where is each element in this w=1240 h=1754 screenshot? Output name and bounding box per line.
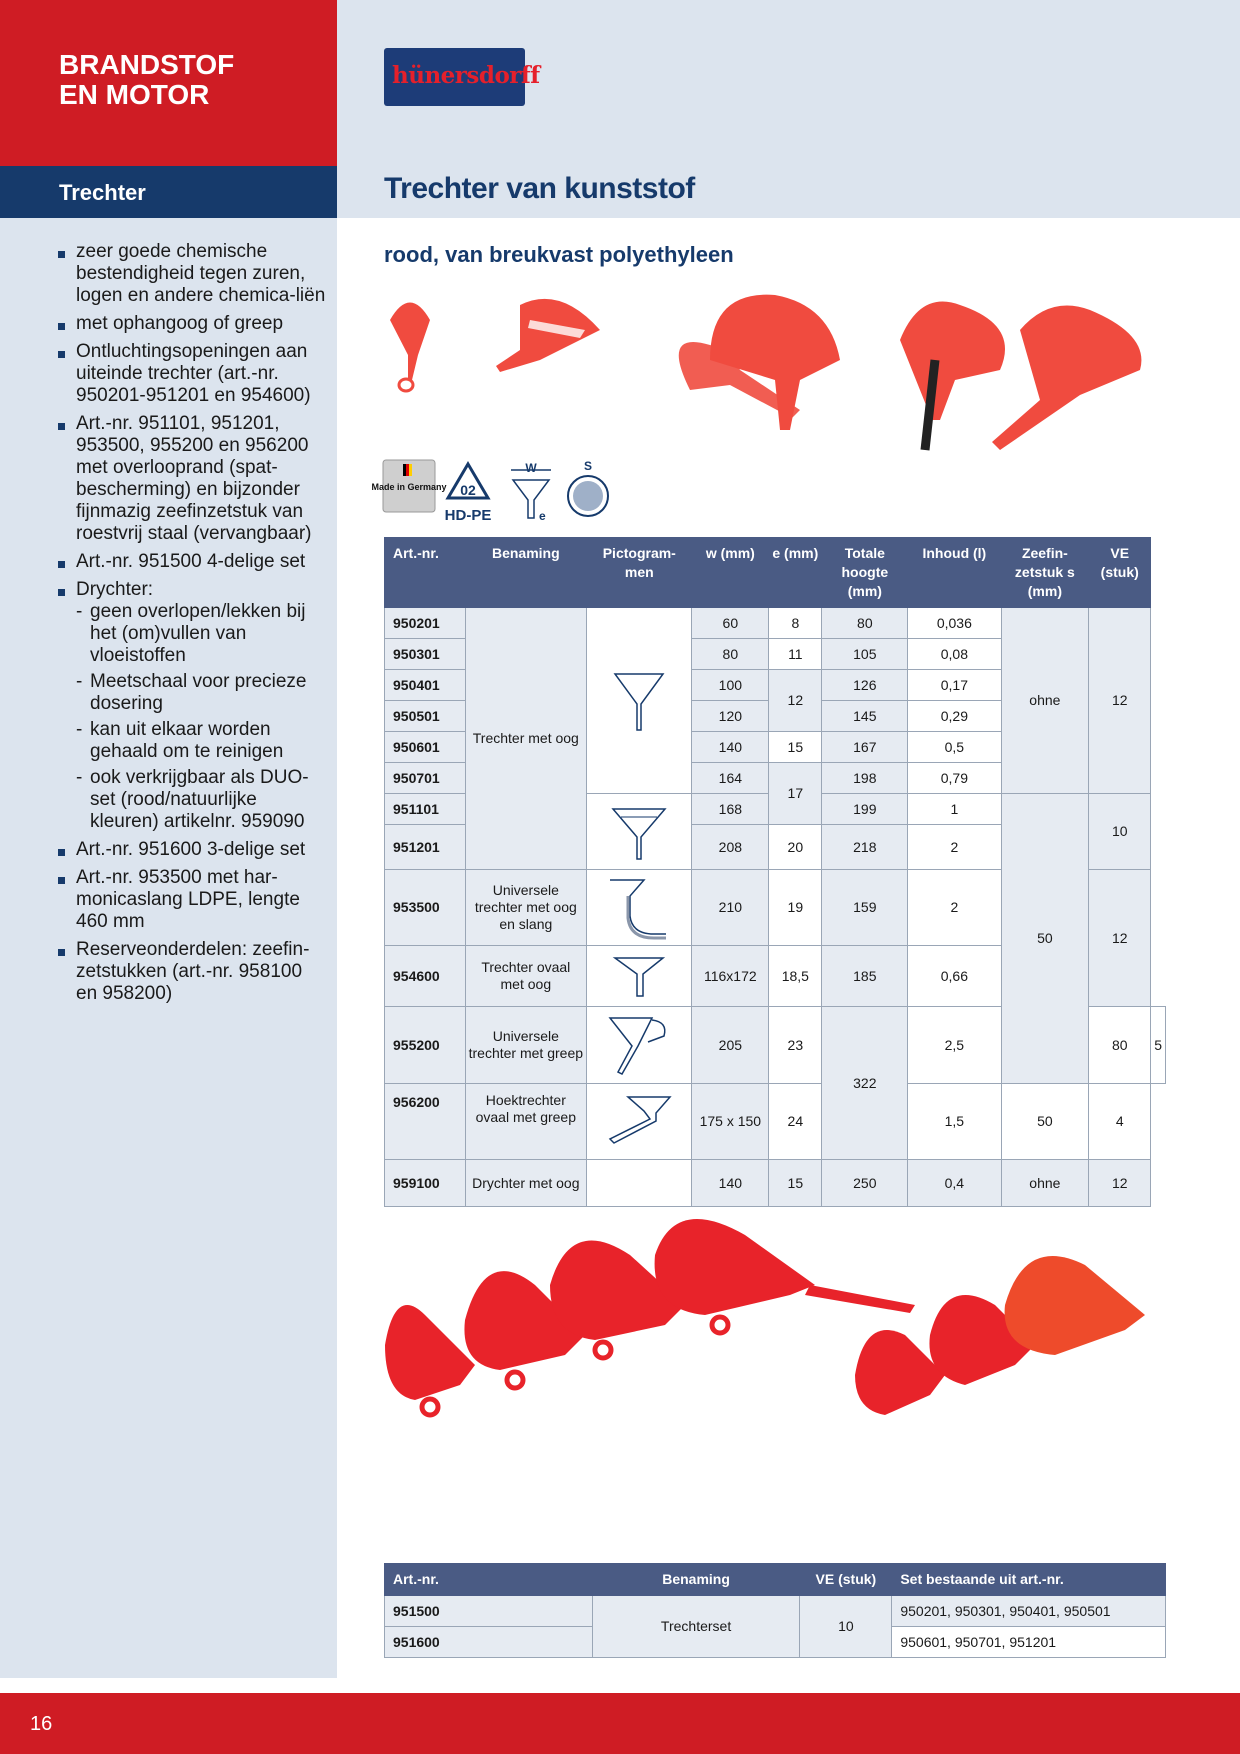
set-ve: 10 bbox=[800, 1596, 892, 1658]
list-item: Reserveonderdelen: zeefin-zetstukken (art.-nr. 958100 en 958200) bbox=[58, 939, 328, 1005]
picto-cell bbox=[587, 946, 692, 1007]
table-row: 950701 164 17 198 0,79 bbox=[385, 763, 1166, 794]
name-trechter-met-oog: Trechter met oog bbox=[465, 608, 587, 870]
picto-cell bbox=[587, 870, 692, 946]
ve-10: 10 bbox=[1089, 794, 1151, 870]
col-header-e: e (mm) bbox=[769, 538, 822, 608]
category-panel bbox=[0, 0, 337, 166]
category-title: BRANDSTOF EN MOTOR bbox=[59, 49, 235, 110]
table-row: 951600 950601, 950701, 951201 bbox=[385, 1627, 1166, 1658]
funnel-handle-icon bbox=[606, 1012, 672, 1078]
sub-list-item: - Meetschaal voor precieze dosering bbox=[76, 671, 328, 715]
table-row: 951500 Trechterset 10 950201, 950301, 950401, 950501 bbox=[385, 1596, 1166, 1627]
page-title: Trechter van kunststof bbox=[384, 172, 695, 205]
table-row: 950201 Trechter met oog 60 8 80 0,036 ohne 12 bbox=[385, 608, 1166, 639]
product-photo-bottom bbox=[385, 1225, 1165, 1525]
list-item-drychter: Drychter: - geen overlopen/lekken bij het (om)vullen van vloeistoffen - Meetschaal voor precieze dosering - kan uit elkaar worden gehaald om te reinigen - ook verkrijgbaar als DUO-set (rood/natuurlijke kleuren) artikelnr. 959090 bbox=[58, 579, 328, 833]
section-title: Trechter bbox=[59, 180, 146, 205]
funnel-angled-icon bbox=[604, 1091, 674, 1153]
svg-text:e: e bbox=[539, 509, 546, 523]
col-header-art: Art.-nr. bbox=[385, 538, 466, 608]
table-row: 953500 Universele trechter met oog en slang 210 19 159 2 12 bbox=[385, 870, 1166, 946]
col-header-name: Benaming bbox=[592, 1564, 800, 1596]
set-name: Trechterset bbox=[592, 1596, 800, 1658]
recycle-icon bbox=[445, 464, 492, 524]
table-row: 959100 Drychter met oog 140 15 250 0,4 ohne 12 bbox=[385, 1160, 1166, 1207]
col-header-art: Art.-nr. bbox=[385, 1564, 593, 1596]
picto-cell bbox=[587, 1084, 692, 1160]
table-row: 951101 168 199 1 50 10 bbox=[385, 794, 1166, 825]
made-in-germany-icon bbox=[371, 460, 446, 512]
made-in-germany-label: Made in Germany bbox=[371, 482, 447, 492]
list-item: met ophangoog of greep bbox=[58, 313, 328, 335]
list-item: zeer goede chemische bestendigheid tegen zuren, logen en andere chemica-liën bbox=[58, 241, 328, 307]
drychter-sublist bbox=[76, 601, 328, 833]
picto-cell bbox=[587, 1160, 692, 1207]
table-row: 950501 120 145 0,29 bbox=[385, 701, 1166, 732]
sub-list-item: - geen overlopen/lekken bij het (om)vullen van vloeistoffen bbox=[76, 601, 328, 667]
svg-text:HD-PE: HD-PE bbox=[444, 507, 492, 524]
svg-text:S: S bbox=[583, 459, 593, 473]
svg-text:02: 02 bbox=[460, 482, 476, 498]
col-header-name: Benaming bbox=[465, 538, 587, 608]
list-item: Art.-nr. 951500 4-delige set bbox=[58, 551, 328, 573]
set-table bbox=[384, 1563, 1166, 1658]
picto-cell bbox=[587, 794, 692, 870]
page-number: 16 bbox=[30, 1713, 53, 1735]
ve-12: 12 bbox=[1089, 608, 1151, 794]
funnel-icon bbox=[613, 670, 665, 732]
table-header-row bbox=[385, 538, 1166, 608]
col-header-volume: Inhoud (l) bbox=[908, 538, 1001, 608]
table-row: 951201 208 20 218 2 bbox=[385, 825, 1166, 870]
table-row: 956200 Hoektrechter ovaal met greep 175 x 150 24 1,5 50 4 bbox=[385, 1084, 1166, 1160]
brand-logo: hünersdorff bbox=[384, 48, 525, 106]
list-item: Art.-nr. 951600 3-delige set bbox=[58, 839, 328, 861]
table-row: 955200 Universele trechter met greep 205 23 322 2,5 80 5 bbox=[385, 1007, 1166, 1084]
sieve-50: 50 bbox=[1001, 794, 1089, 1084]
section-panel bbox=[0, 166, 337, 218]
height-322: 322 bbox=[822, 1007, 908, 1160]
table-row: 950601 140 15 167 0,5 bbox=[385, 732, 1166, 763]
list-item: Ontluchtingsopeningen aan uiteinde trechter (art.-nr. 950201-951201 en 954600) bbox=[58, 341, 328, 407]
footer-bar bbox=[0, 1693, 1240, 1754]
product-badges bbox=[371, 458, 623, 524]
funnel-oval-icon bbox=[611, 952, 667, 1000]
sieve-icon bbox=[568, 459, 608, 516]
col-header-ve: VE (stuk) bbox=[800, 1564, 892, 1596]
picto-cell bbox=[587, 1007, 692, 1084]
col-header-picto: Pictogram-men bbox=[587, 538, 692, 608]
table-header-row bbox=[385, 1564, 1166, 1596]
funnel-dimension-icon bbox=[511, 461, 551, 523]
ve-12: 12 bbox=[1089, 870, 1151, 1007]
col-header-sieve: Zeefin-zetstuk s (mm) bbox=[1001, 538, 1089, 608]
feature-list bbox=[58, 241, 328, 1011]
col-header-w: w (mm) bbox=[692, 538, 769, 608]
funnel-hose-icon bbox=[604, 876, 674, 940]
page-subtitle: rood, van breukvast polyethyleen bbox=[384, 242, 734, 267]
table-row: 950401 100 12 126 0,17 bbox=[385, 670, 1166, 701]
sieve-ohne: ohne bbox=[1001, 608, 1089, 794]
sub-list-item: - ook verkrijgbaar als DUO-set (rood/natuurlijke kleuren) artikelnr. 959090 bbox=[76, 767, 328, 833]
col-header-height: Totale hoogte (mm) bbox=[822, 538, 908, 608]
col-header-set: Set bestaande uit art.-nr. bbox=[892, 1564, 1166, 1596]
picto-cell bbox=[587, 608, 692, 794]
col-header-ve: VE (stuk) bbox=[1089, 538, 1151, 608]
svg-text:W: W bbox=[525, 461, 537, 475]
table-row: 950301 80 11 105 0,08 bbox=[385, 639, 1166, 670]
table-row: 954600 Trechter ovaal met oog 116x172 18,5 185 0,66 bbox=[385, 946, 1166, 1007]
list-item: Art.-nr. 953500 met har-monicaslang LDPE, lengte 460 mm bbox=[58, 867, 328, 933]
funnel-sieve-icon bbox=[611, 803, 667, 861]
sub-list-item: - kan uit elkaar worden gehaald om te reinigen bbox=[76, 719, 328, 763]
product-table bbox=[384, 537, 1166, 1207]
list-item: Art.-nr. 951101, 951201, 953500, 955200 en 956200 met overlooprand (spat-bescherming) en bijzonder fijnmazig zeefinzetstuk van roestvrij staal (vervangbaar) bbox=[58, 413, 328, 545]
